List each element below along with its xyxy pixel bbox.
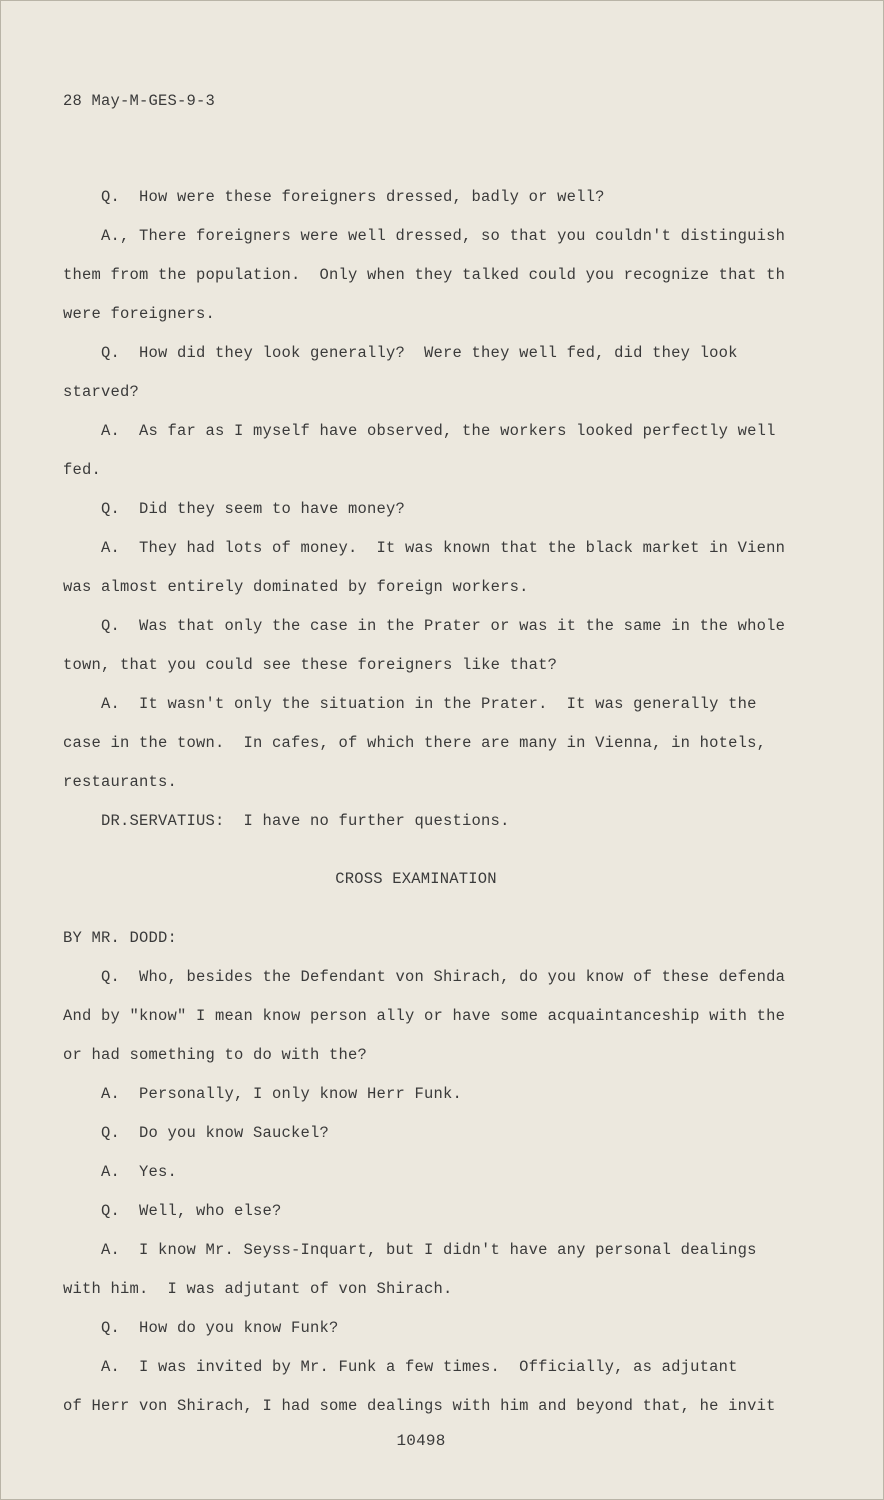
text-line: And by "know" I mean know person ally or have some acquaintanceship with the xyxy=(63,1007,786,1025)
text-line: them from the population. Only when they talked could you recognize that th xyxy=(63,266,786,284)
speaker-line: DR.SERVATIUS: I have no further questions. xyxy=(101,812,510,830)
text-line: Q. Who, besides the Defendant von Shirach, do you know of these defenda xyxy=(101,968,786,986)
page-number: 10498 xyxy=(396,1432,446,1450)
text-line: fed. xyxy=(63,461,102,479)
text-line: case in the town. In cafes, of which there are many in Vienna, in hotels, xyxy=(63,734,767,752)
text-line: Q. How were these foreigners dressed, badly or well? xyxy=(101,188,605,206)
text-line: A. As far as I myself have observed, the workers looked perfectly well xyxy=(101,422,776,440)
text-line: Q. How do you know Funk? xyxy=(101,1319,339,1337)
text-line: starved? xyxy=(63,383,140,401)
text-line: Q. Do you know Sauckel? xyxy=(101,1124,330,1142)
text-line: of Herr von Shirach, I had some dealings with him and beyond that, he invit xyxy=(63,1397,776,1415)
page-header: 28 May-M-GES-9-3 xyxy=(63,92,216,110)
text-line: Q. Well, who else? xyxy=(101,1202,282,1220)
text-line: or had something to do with the? xyxy=(63,1046,368,1064)
text-line: A. Yes. xyxy=(101,1163,178,1181)
text-line: A. It wasn't only the situation in the Prater. It was generally the xyxy=(101,695,757,713)
text-line: A. They had lots of money. It was known that the black market in Vienn xyxy=(101,539,786,557)
text-line: Q. Did they seem to have money? xyxy=(101,500,406,518)
text-line: restaurants. xyxy=(63,773,178,791)
speaker-line: BY MR. DODD: xyxy=(63,929,178,947)
text-line: A. Personally, I only know Herr Funk. xyxy=(101,1085,463,1103)
text-line: A. I was invited by Mr. Funk a few times. Officially, as adjutant xyxy=(101,1358,738,1376)
text-line: Q. How did they look generally? Were they well fed, did they look xyxy=(101,344,738,362)
text-line: was almost entirely dominated by foreign workers. xyxy=(63,578,529,596)
text-line: Q. Was that only the case in the Prater or was it the same in the whole xyxy=(101,617,786,635)
text-line: with him. I was adjutant of von Shirach. xyxy=(63,1280,453,1298)
text-line: were foreigners. xyxy=(63,305,216,323)
text-line: town, that you could see these foreigners like that? xyxy=(63,656,558,674)
section-heading: CROSS EXAMINATION xyxy=(335,870,497,888)
text-line: A., There foreigners were well dressed, so that you couldn't distinguish xyxy=(101,227,786,245)
text-line: A. I know Mr. Seyss-Inquart, but I didn't have any personal dealings xyxy=(101,1241,757,1259)
